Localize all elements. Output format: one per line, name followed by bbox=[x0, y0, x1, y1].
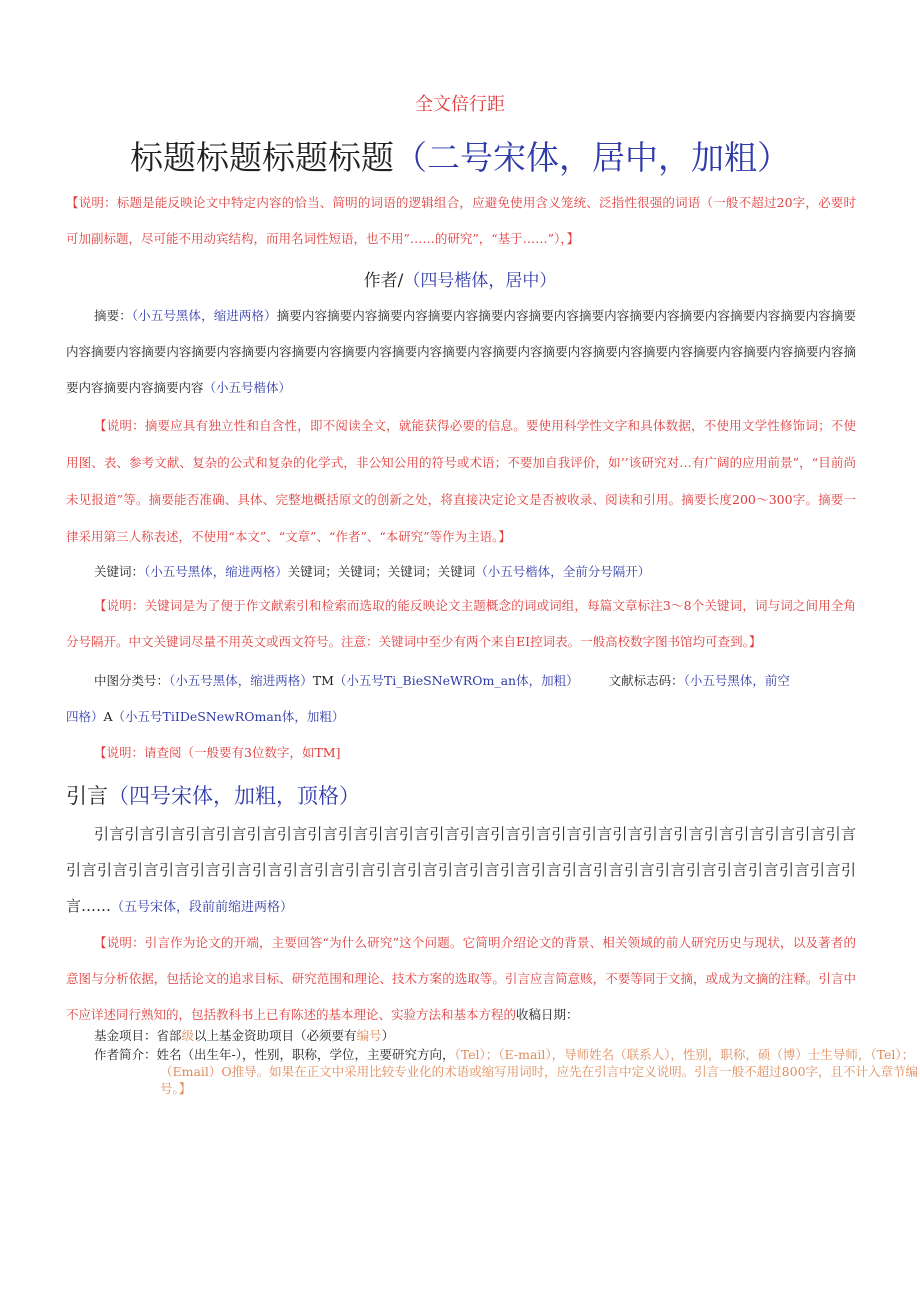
bio-text-orange: （Tel）；（E-mail），导师姓名（联系人），性别，职称，硕（博）士生导师，（Tel）；（Email）O推导。如果在正文中采用比较专业化的术语或缩写用词时，应先在引言中定义说明。引言一般不超过800字，且不计入章节编号。】 bbox=[160, 1047, 919, 1096]
bio-label: 作者简介： bbox=[94, 1047, 157, 1062]
title-format-note: （二号宋体，居中，加粗） bbox=[394, 138, 790, 177]
keywords-explanation: 【说明：关键词是为了便于作文献索引和检索而选取的能反映论文主题概念的词或词组，每篇文章标注3～8个关键词，词与词之间用全角分号隔开。中文关键词尽量不用英文或西文符号。注意：关键词中至少有两个来自EI控词表。一般高校数字图书馆均可查到。】 bbox=[66, 598, 856, 649]
classification-line bbox=[94, 671, 790, 689]
intro-heading-note: （四号宋体，加粗，顶格） bbox=[108, 784, 360, 808]
abstract-explanation: 【说明：摘要应具有独立性和自含性，即不阅读全文，就能获得必要的信息。要使用科学性文字和具体数据，不使用文学性修饰词；不使用图、表、参考文献、复杂的公式和复杂的化学式，非公知公用的符号或术语；不要加自我评价，如’’该研究对…有广阔的应用前景”，“目前尚未见报道”等。摘要能否准确、具体、完整地概括原文的创新之处，将直接决定论文是否被收录、阅读和引用。摘要长度200～300字。摘要一律采用第三人称表述，不使用“本文”、“文章”、“作者”、“本研究”等作为主语。】 bbox=[66, 418, 856, 544]
fund-text-b: 级 bbox=[181, 1028, 195, 1043]
classification-explanation: 【说明：请查阅（一般要有3位数字，如TM] bbox=[94, 745, 341, 760]
doc-code-label: 文献标志码： bbox=[608, 673, 684, 688]
keywords-label-note: （小五号黑体，缩进两格） bbox=[144, 564, 288, 579]
keywords-label: 关键词： bbox=[94, 564, 145, 579]
line-spacing-note: 全文倍行距 bbox=[415, 94, 505, 115]
author-line bbox=[0, 266, 920, 291]
classification-value-note: （小五号Ti_BieSNeWROm_an体，加粗） bbox=[333, 673, 579, 688]
abstract-content: 摘要内容摘要内容摘要内容摘要内容摘要内容摘要内容摘要内容摘要内容摘要内容摘要内容摘要内容摘要内容摘要内容摘要内容摘要内容摘要内容摘要内容摘要内容摘要内容摘要内容摘要内容摘要内容摘要内容摘要内容摘要内容摘要内容摘要内容摘要内容摘要内容摘要内容 bbox=[66, 308, 856, 395]
abstract bbox=[66, 298, 856, 406]
fund-text-d: 编号 bbox=[356, 1028, 382, 1043]
classification-value: TM bbox=[312, 673, 334, 688]
intro-explanation-text: 【说明：引言作为论文的开端，主要回答“为什么研究”这个问题。它简明介绍论文的背景、相关领域的前人研究历史与现状，以及著者的意图与分析依据，包括论文的追求目标、研究范围和理论、技术方案的选取等。引言应言简意赅，不要等同于文摘，或成为文摘的注释。引言中不应详述同行熟知的，包括教科书上已有陈述的基本理论、实验方法和基本方程的 bbox=[66, 935, 856, 1022]
intro-heading bbox=[66, 780, 360, 810]
fund-line bbox=[94, 1027, 394, 1044]
bio-block bbox=[94, 1046, 920, 1097]
fund-text-e: ） bbox=[381, 1028, 395, 1043]
fund-text-a: 省部 bbox=[156, 1028, 182, 1043]
classification-label-note: （小五号黑体，缩进两格） bbox=[169, 673, 313, 688]
doc-code-value-note: （小五号TiIDeSNewROman体，加粗） bbox=[112, 709, 345, 724]
author-format-note: （四号楷体，居中） bbox=[403, 271, 557, 291]
paper-title bbox=[0, 132, 920, 179]
fund-label: 基金项目： bbox=[94, 1028, 157, 1043]
abstract-content-note: （小五号楷体） bbox=[203, 380, 292, 395]
doc-code-line bbox=[66, 707, 344, 725]
intro-body bbox=[66, 816, 856, 926]
doc-code-note-b: 四格） bbox=[66, 709, 104, 724]
intro-heading-text: 引言 bbox=[66, 784, 108, 808]
doc-code-value: A bbox=[103, 709, 113, 724]
author-label: 作者/ bbox=[363, 271, 404, 291]
title-explanation: 【说明：标题是能反映论文中特定内容的恰当、简明的词语的逻辑组合，应避免使用含义笼统、泛指性很强的词语（一般不超过20字，必要时可加副标题，尽可能不用动宾结构，而用名词性短语，也不用”……的研究”，“基于……”），】 bbox=[66, 195, 856, 246]
doc-code-note-a: （小五号黑体，前空 bbox=[683, 673, 790, 688]
received-date-label: 收稿日期： bbox=[516, 1007, 579, 1022]
abstract-label: 摘要： bbox=[94, 308, 132, 323]
fund-text-c: 以上基金资助项目（必须要有 bbox=[194, 1028, 357, 1043]
keywords-content: 关键词；关键词；关键词；关键词 bbox=[287, 564, 476, 579]
intro-body-text: 引言引言引言引言引言引言引言引言引言引言引言引言引言引言引言引言引言引言引言引言引言引言引言引言引言引言引言引言引言引言引言引言引言引言引言引言引言引言引言引言引言引言引言引言引言引言引言引言引言引言引言…… bbox=[66, 825, 856, 915]
intro-explanation bbox=[66, 925, 856, 1033]
classification-label: 中图分类号： bbox=[94, 673, 170, 688]
title-text: 标题标题标题标题 bbox=[130, 138, 394, 177]
intro-body-note: （五号宋体，段前前缩进两格） bbox=[111, 900, 294, 915]
keywords-content-note: （小五号楷体，全前分号隔开） bbox=[475, 564, 651, 579]
abstract-label-note: （小五号黑体，缩进两格） bbox=[131, 308, 277, 323]
bio-text: 姓名（出生年-），性别，职称，学位，主要研究方向， bbox=[156, 1047, 455, 1062]
keywords-line bbox=[94, 562, 650, 580]
